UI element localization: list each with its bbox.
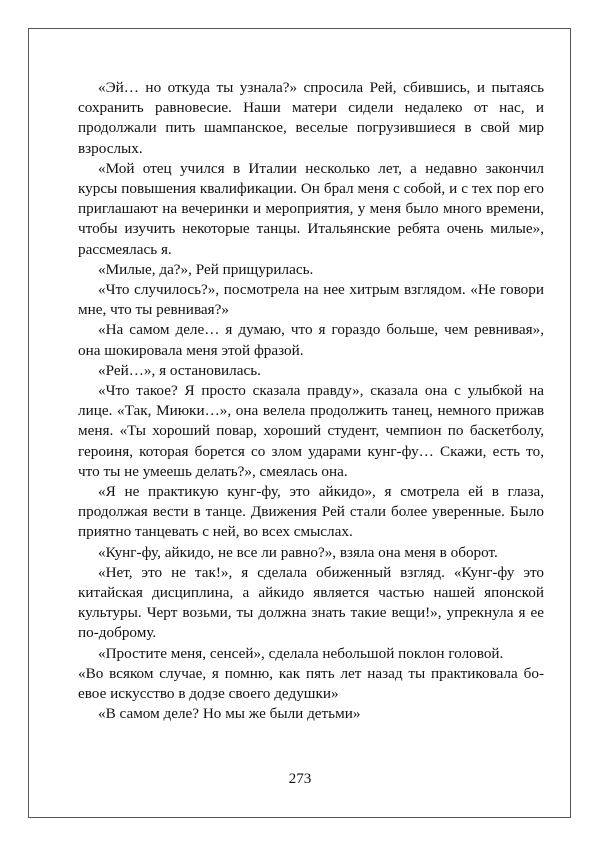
paragraph: «Мой отец учился в Италии несколько лет, а недавно закончил курсы повышения квалификации. Он брал меня с собой, и с тех пор его приглашают на вечеринки и мероприятия, у меня было много времени, чтобы изучить некоторые танцы. Итальянские ребята очень милые», рассмеялась я.: [78, 159, 544, 258]
paragraph: «В самом деле? Но мы же были детьми»: [98, 705, 361, 723]
page-number: 273: [288, 770, 312, 787]
paragraph: «Что такое? Я просто сказала правду», сказала она с улыбкой на лице. «Так, Миюки…», она велела продолжить танец, немного прижав меня. «Ты хороший повар, хороший студент, чемпион по баскетболу, героиня, которая борется со злом ударами кунг-фу… Скажи, есть то, что ты не умеешь делать?», смеялась она.: [78, 382, 544, 480]
paragraph: «На самом деле… я думаю, что я гораздо больше, чем ревнивая», она шокировала меня этой фразой.: [78, 321, 544, 359]
paragraph: «Эй… но откуда ты узнала?» спросила Рей, сбившись, и пытаясь сохранить равновесие. Наши матери сидели недалеко от нас, и продолжали пить шампанское, веселые погрузившиеся в свой мир взрослых.: [78, 79, 544, 157]
body-text: [78, 78, 544, 725]
paragraph: «Во всяком случае, я помню, как пять лет назад ты практиковала боевое искусство в додзе своего дедушки»: [78, 664, 544, 703]
paragraph: «Нет, это не так!», я сделала обиженный взгляд. «Кунг-фу это китайская дисциплина, а айкидо является частью нашей японской культуры. Черт возьми, ты должна знать такие вещи!», упрекнула я ее по-доброму.: [78, 563, 544, 642]
paragraph: «Я не практикую кунг-фу, это айкидо», я смотрела ей в глаза, продолжая вести в танце. Движения Рей стали более уверенные. Было приятно танцевать с ней, во всех смыслах.: [78, 483, 544, 541]
paragraph: «Простите меня, сенсей», сделала небольшой поклон головой.: [98, 644, 504, 662]
paragraph: «Рей…», я остановилась.: [98, 361, 261, 379]
paragraph: «Милые, да?», Рей прищурилась.: [98, 260, 314, 278]
paragraph: «Кунг-фу, айкидо, не все ли равно?», взяла она меня в оборот.: [98, 543, 498, 561]
paragraph: «Что случилось?», посмотрела на нее хитрым взглядом. «Не говори мне, что ты ревнивая?»: [78, 281, 544, 319]
